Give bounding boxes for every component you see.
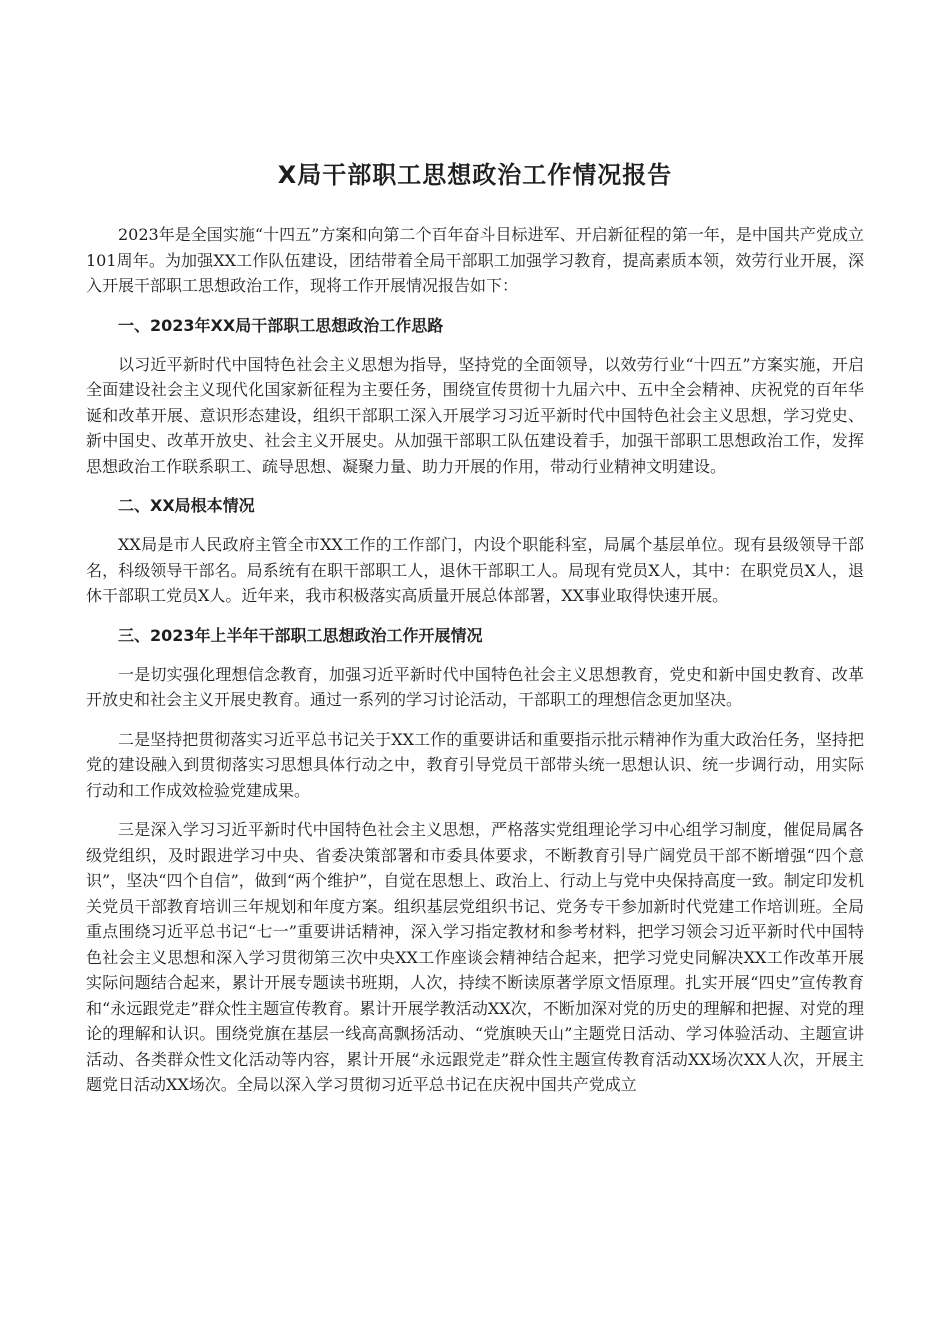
section-3-paragraph-3: 三是深入学习习近平新时代中国特色社会主义思想，严格落实党组理论学习中心组学习制度，催促局属各级党组织，及时跟进学习中央、省委决策部署和市委具体要求，不断教育引导广阔党员干部不断增强“四个意识”，坚决“四个自信”，做到“两个维护”，自觉在思想上、政治上、行动上与党中央保持高度一致。制定印发机关党员干部教育培训三年规划和年度方案。组织基层党组织书记、党务专干参加新时代党建工作培训班。全局重点围绕习近平总书记“七一”重要讲话精神，深入学习指定教材和参考材料，把学习领会习近平新时代中国特色社会主义思想和深入学习贯彻第三次中央XX工作座谈会精神结合起来，把学习党史同解决XX工作改革开展实际问题结合起来，累计开展专题读书班期，人次，持续不断读原著学原文悟原理。扎实开展“四史”宣传教育和“永远跟党走”群众性主题宣传教育。累计开展学教活动XX次，不断加深对党的历史的理解和把握、对党的理论的理解和认识。围绕党旗在基层一线高高飘扬活动、“党旗映天山”主题党日活动、学习体验活动、主题宣讲活动、各类群众性文化活动等内容，累计开展“永远跟党走”群众性主题宣传教育活动XX场次XX人次，开展主题党日活动XX场次。全局以深入学习贯彻习近平总书记在庆祝中国共产党成立 [86,820,864,1094]
section-3-paragraph-2: 二是坚持把贯彻落实习近平总书记关于XX工作的重要讲话和重要指示批示精神作为重大政治任务，坚持把党的建设融入到贯彻落实习思想具体行动之中，教育引导党员干部带头统一思想认识、统一步调行动，用实际行动和工作成效检验党建成果。 [86,729,864,800]
intro-paragraph: 2023年是全国实施“十四五”方案和向第二个百年奋斗目标进军、开启新征程的第一年，是中国共产党成立101周年。为加强XX工作队伍建设，团结带着全局干部职工加强学习教育，提高素质本领，效劳行业开展，深入开展干部职工思想政治工作，现将工作开展情况报告如下： [86,225,864,295]
document-body [86,150,864,1112]
section-3-paragraph-1: 一是切实强化理想信念教育，加强习近平新时代中国特色社会主义思想教育，党史和新中国史教育、改革开放史和社会主义开展史教育。通过一系列的学习讨论活动，干部职工的理想信念更加坚决。 [86,664,864,709]
section-heading-2: 二、XX局根本情况 [118,496,255,515]
section-2-paragraph-1: XX局是市人民政府主管全市XX工作的工作部门，内设个职能科室，局属个基层单位。现有县级领导干部名，科级领导干部名。局系统有在职干部职工人，退休干部职工人。局现有党员X人，其中：在职党员X人，退休干部职工党员X人。近年来，我市积极落实高质量开展总体部署，XX事业取得快速开展。 [86,535,864,605]
section-heading-3: 三、2023年上半年干部职工思想政治工作开展情况 [118,625,483,645]
section-heading-1: 一、2023年XX局干部职工思想政治工作思路 [118,315,444,335]
document-title: X局干部职工思想政治工作情况报告 [277,161,673,189]
section-1-paragraph-1: 以习近平新时代中国特色社会主义思想为指导，坚持党的全面领导，以效劳行业“十四五”方案实施，开启全面建设社会主义现代化国家新征程为主要任务，围绕宣传贯彻十九届六中、五中全会精神、庆祝党的百年华诞和改革开展、意识形态建设，组织干部职工深入开展学习习近平新时代中国特色社会主义思想，学习党史、新中国史、改革开放史、社会主义开展史。从加强干部职工队伍建设着手，加强干部职工思想政治工作，发挥思想政治工作联系职工、疏导思想、凝聚力量、助力开展的作用，带动行业精神文明建设。 [86,354,864,476]
